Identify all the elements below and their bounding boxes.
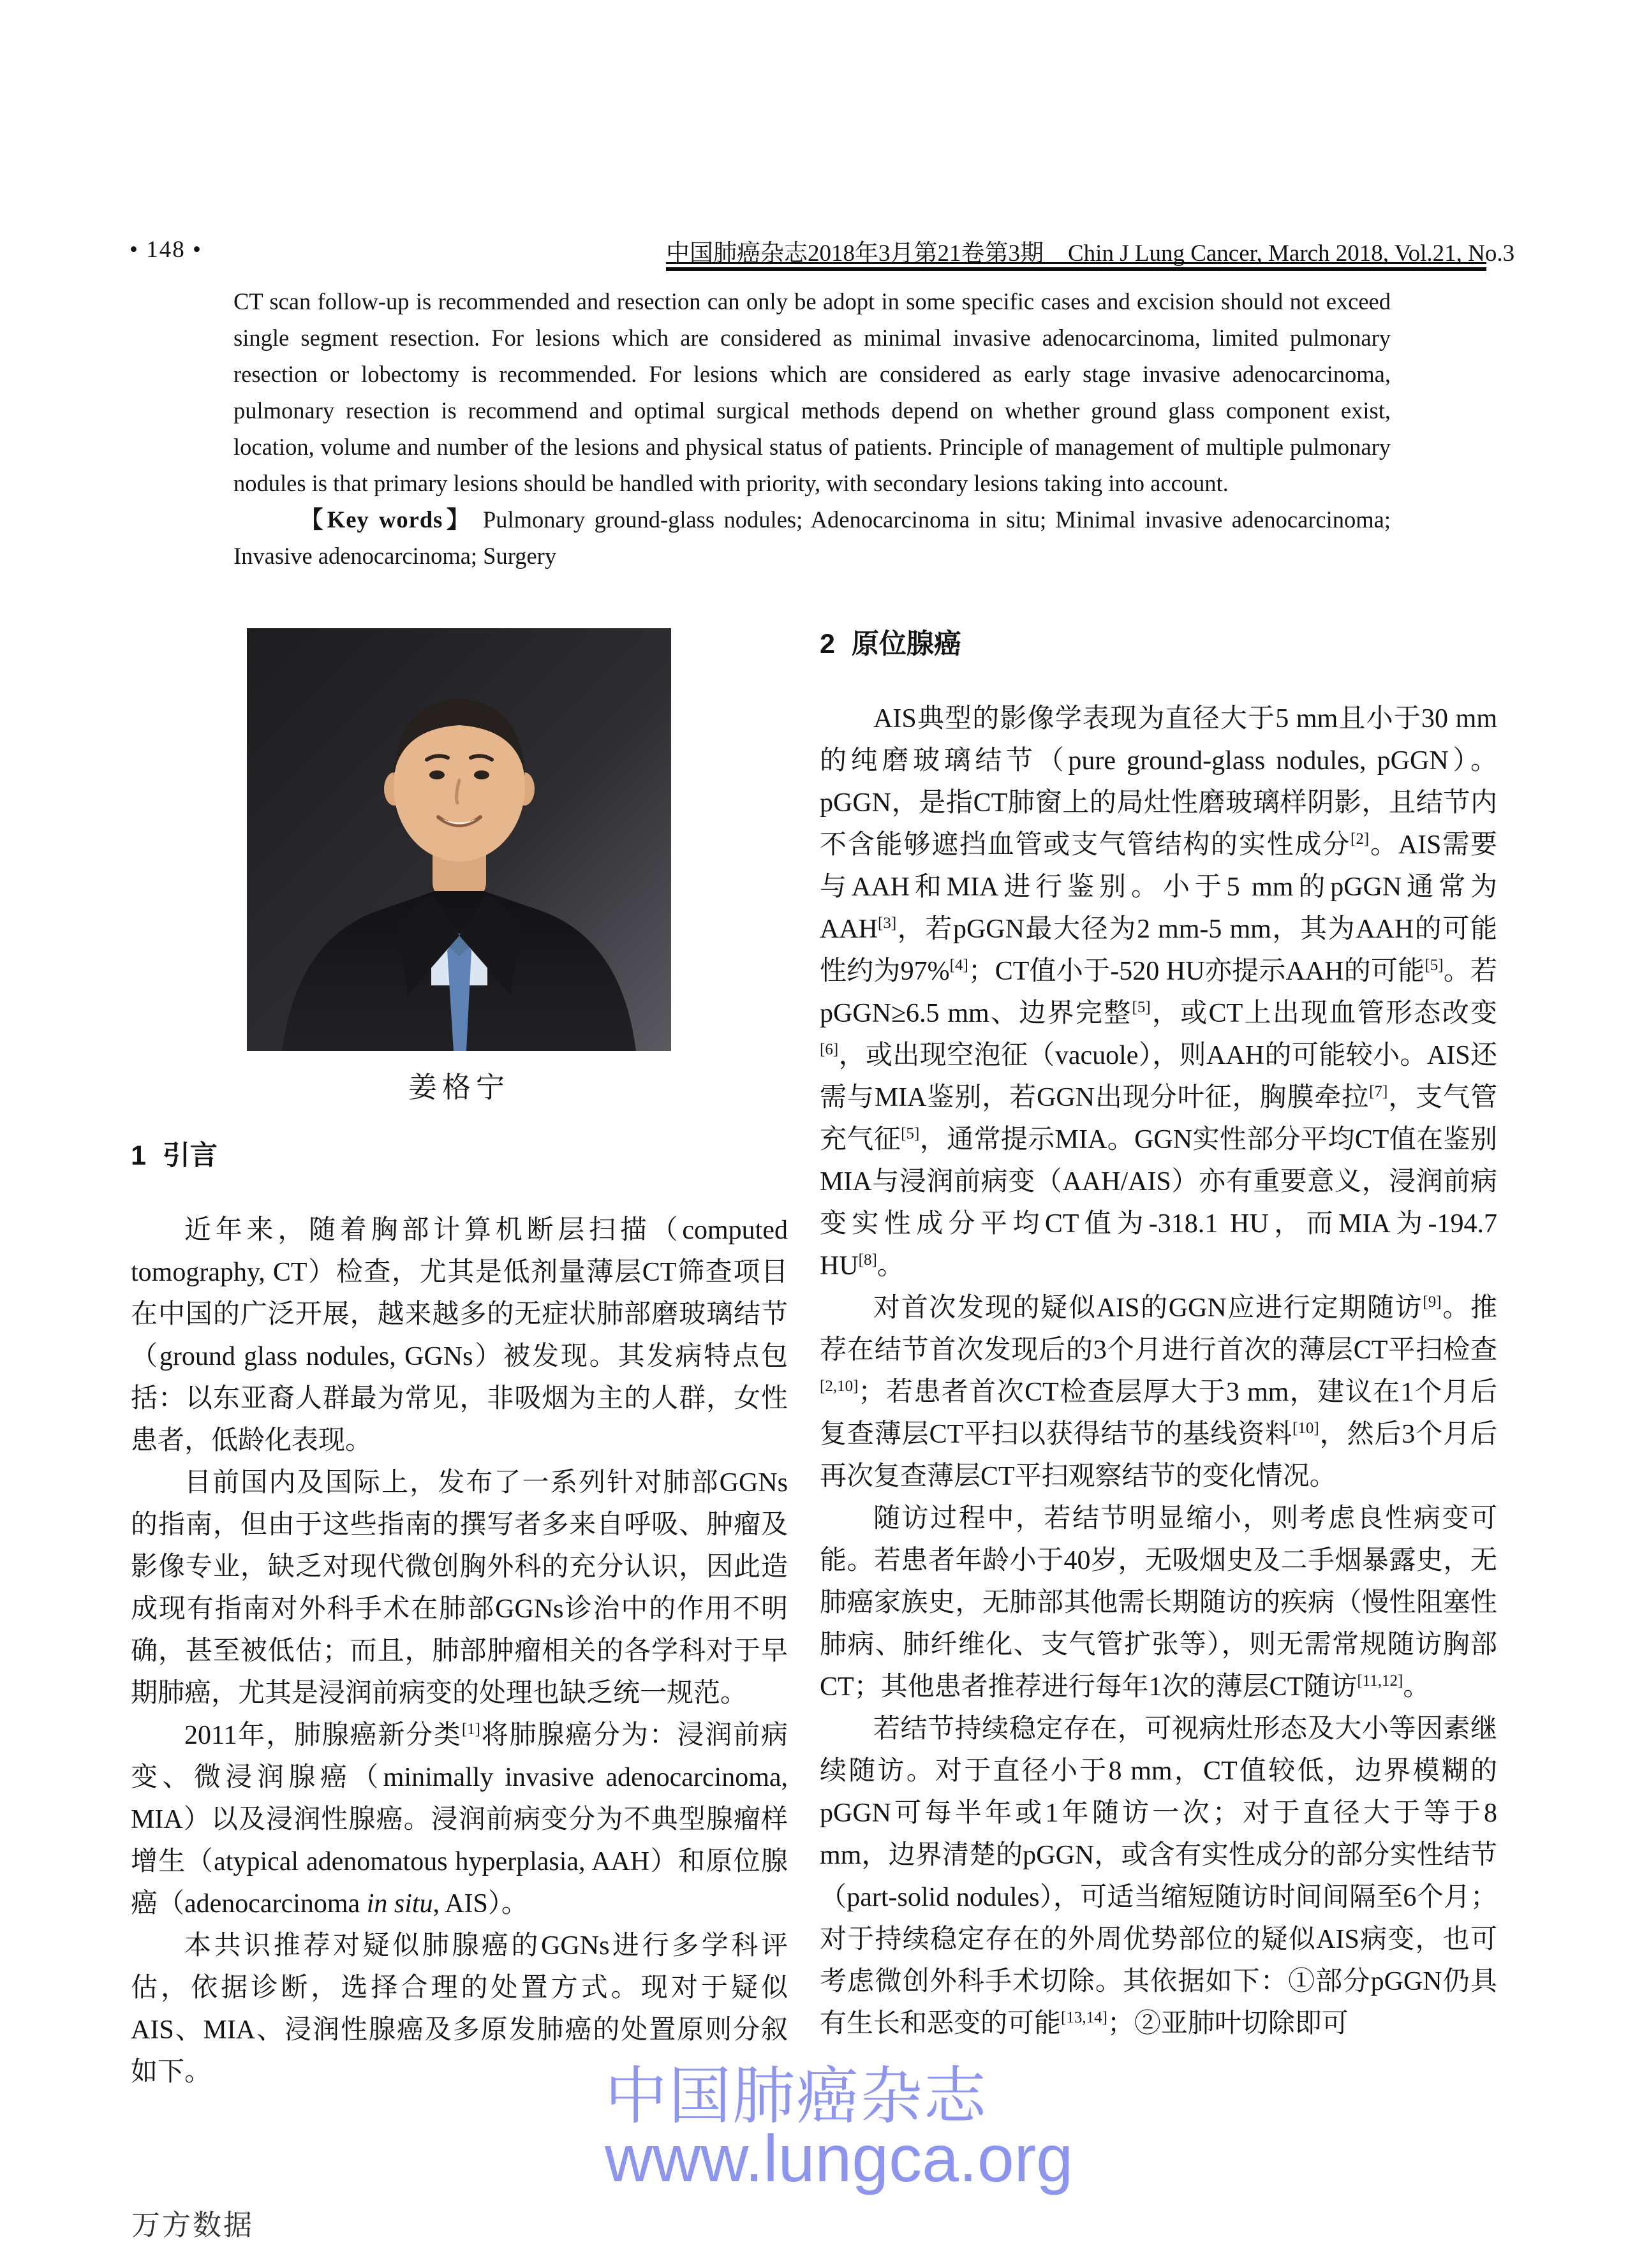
section-title: 原位腺癌	[851, 629, 961, 659]
left-column	[131, 1140, 788, 2093]
section-number: 1	[131, 1140, 146, 1171]
paragraph: 若结节持续稳定存在，可视病灶形态及大小等因素继续随访。对于直径小于8 mm，CT值较低，边界模糊的pGGN可每半年或1年随访一次；对于直径大于等于8 mm，边界清楚的pGGN，或含有实性成分的部分实性结节（part-solid nodules），可适当缩短随访时间间隔至6个月；对于持续稳定存在的外周优势部位的疑似AIS病变，也可考虑微创外科手术切除。其依据如下：①部分pGGN仍具有生长和恶变的可能[13,14]；②亚肺叶切除即可	[820, 1714, 1497, 2038]
portrait-caption: 姜格宁	[408, 1071, 510, 1103]
paragraph: 2011年，肺腺癌新分类[1]将肺腺癌分为：浸润前病变、微浸润腺癌（minimally invasive adenocarcinoma, MIA）以及浸润性腺癌。浸润前病变分为不典型腺瘤样增生（atypical adenomatous hyperplasia, AAH）和原位腺癌（adenocarcinoma in situ, AIS）。	[131, 1721, 788, 1918]
person-portrait-icon	[247, 628, 671, 1051]
paragraph: 目前国内及国际上，发布了一系列针对肺部GGNs的指南，但由于这些指南的撰写者多来自呼吸、肿瘤及影像专业，缺乏对现代微创胸外科的充分认识，因此造成现有指南对外科手术在肺部GGNs诊治中的作用不明确，甚至被低估；而且，肺部肿瘤相关的各学科对于早期肺癌，尤其是浸润前病变的处理也缺乏统一规范。	[131, 1468, 788, 1708]
section-title: 引言	[162, 1140, 218, 1171]
paragraph: 本共识推荐对疑似肺腺癌的GGNs进行多学科评估，依据诊断，选择合理的处置方式。现对于疑似AIS、MIA、浸润性腺癌及多原发肺癌的处置原则分叙如下。	[131, 1931, 788, 2087]
keywords-line	[233, 501, 1391, 574]
watermark-journal-name: 中国肺癌杂志	[605, 2061, 988, 2131]
portrait-photo	[247, 628, 671, 1051]
paragraph: 对首次发现的疑似AIS的GGN应进行定期随访[9]。推荐在结节首次发现后的3个月进行首次的薄层CT平扫检查[2,10]；若患者首次CT检查层厚大于3 mm，建议在1个月后复查薄层CT平扫以获得结节的基线资料[10]，然后3个月后再次复查薄层CT平扫观察结节的变化情况。	[820, 1293, 1497, 1491]
keywords-label: 【Key words】	[300, 506, 474, 533]
abstract-text: CT scan follow-up is recommended and resection can only be adopt in some specific cases and excision should not exceed single segment resection. For lesions which are considered as minimal invasive adenocarcinoma, limited pulmonary resection or lobectomy is recommended. For lesions which are considered as early stage invasive adenocarcinoma, pulmonary resection is recommend and optimal surgical methods depend on whether ground glass component exist, location, volume and number of the lesions and physical status of patients. Principle of management of multiple pulmonary nodules is that primary lesions should be handled with priority, with secondary lesions taking into account.	[233, 288, 1391, 496]
watermark-url: www.lungca.org	[605, 2122, 1074, 2196]
abstract-block	[233, 283, 1391, 574]
page-number: • 148 •	[130, 237, 202, 263]
section-2-heading	[820, 628, 1497, 660]
paragraph: AIS典型的影像学表现为直径大于5 mm且小于30 mm的纯磨玻璃结节（pure ground-glass nodules, pGGN）。pGGN，是指CT肺窗上的局灶性磨玻璃样阴影，且结节内不含能够遮挡血管或支气管结构的实性成分[2]。AIS需要与AAH和MIA进行鉴别。小于5 mm的pGGN通常为AAH[3]，若pGGN最大径为2 mm-5 mm，其为AAH的可能性约为97%[4]；CT值小于-520 HU亦提示AAH的可能[5]。若pGGN≥6.5 mm、边界完整[5]，或CT上出现血管形态改变[6]，或出现空泡征（vacuole），则AAH的可能较小。AIS还需与MIA鉴别，若GGN出现分叶征，胸膜牵拉[7]，支气管充气征[5]，通常提示MIA。GGN实性部分平均CT值在鉴别MIA与浸润前病变（AAH/AIS）亦有重要意义，浸润前病变实性成分平均CT值为-318.1 HU，而MIA为-194.7 HU[8]。	[820, 704, 1497, 1281]
right-column	[820, 628, 1497, 2045]
wanfang-data-mark: 万方数据	[131, 2209, 255, 2241]
section-1-heading	[131, 1140, 788, 1172]
keywords-text: Pulmonary ground-glass nodules; Adenocarcinoma in situ; Minimal invasive adenocarcinoma; Invasive adenocarcinoma; Surgery	[233, 506, 1391, 569]
paragraph: 近年来，随着胸部计算机断层扫描（computed tomography, CT）检查，尤其是低剂量薄层CT筛查项目在中国的广泛开展，越来越多的无症状肺部磨玻璃结节（ground glass nodules, GGNs）被发现。其发病特点包括：以东亚裔人群最为常见，非吸烟为主的人群，女性患者，低龄化表现。	[131, 1216, 788, 1455]
section-number: 2	[820, 629, 835, 659]
paragraph: 随访过程中，若结节明显缩小，则考虑良性病变可能。若患者年龄小于40岁，无吸烟史及二手烟暴露史，无肺癌家族史，无肺部其他需长期随访的疾病（慢性阻塞性肺病、肺纤维化、支气管扩张等），则无需常规随访胸部CT；其他患者推荐进行每年1次的薄层CT随访[11,12]。	[820, 1504, 1497, 1702]
journal-title-en: Chin J Lung Cancer, March 2018, Vol.21, No.3	[1068, 240, 1515, 267]
header-divider-rule	[666, 262, 1486, 271]
journal-title-cn: 中国肺癌杂志2018年3月第21卷第3期	[666, 240, 1044, 267]
